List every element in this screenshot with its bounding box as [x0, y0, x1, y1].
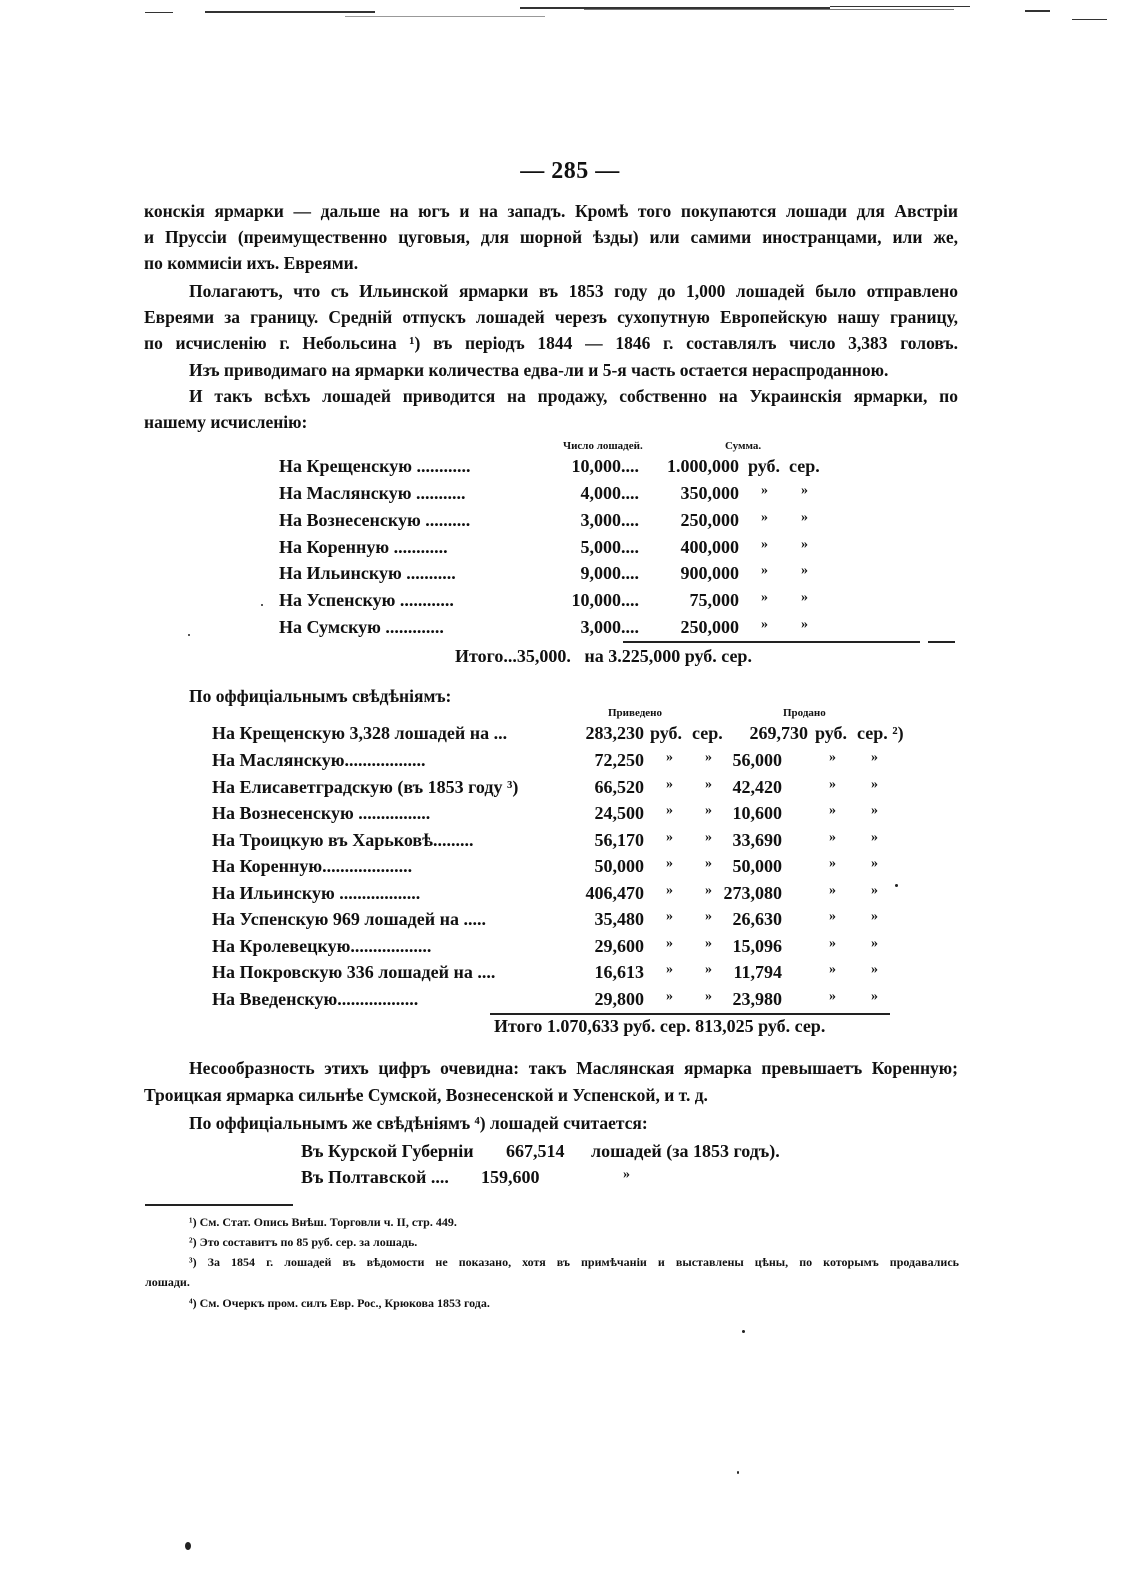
ditto-mark: »	[871, 750, 878, 765]
ditto-mark: »	[666, 803, 673, 818]
brought-value: 35,480	[594, 909, 644, 929]
fair-name: На Успенскую 969 лошадей на .....	[212, 909, 486, 929]
ditto-mark: »	[623, 1167, 630, 1182]
province-row	[301, 1167, 821, 1193]
brought-value: 72,250	[594, 750, 644, 770]
table2-total-rule	[490, 1013, 890, 1015]
unit-ser: сер.	[692, 723, 723, 743]
brought-value: 16,613	[594, 962, 644, 982]
ditto-mark: »	[705, 856, 712, 871]
scan-artifact-line	[830, 6, 970, 7]
brought-value: 50,000	[594, 856, 644, 876]
fair-name: На Крещенскую ............	[279, 456, 471, 476]
fair-name: На Введенскую..................	[212, 989, 419, 1009]
table1-row	[279, 537, 839, 563]
table2-row	[212, 962, 912, 988]
footnote-3: ³) За 1854 г. лошадей въ вѣдомости не показано, хотя въ примѣчаніи и выставлены цѣны, по которымъ продавались	[189, 1255, 959, 1269]
fair-name: На Елисаветградскую (въ 1853 году ³)	[212, 777, 519, 797]
table2-row	[212, 909, 912, 935]
unit-rub: руб.	[650, 723, 683, 743]
ditto-mark: »	[829, 856, 836, 871]
sold-value: 273,080	[723, 883, 782, 903]
ditto-mark: »	[705, 936, 712, 951]
unit-ser: сер.	[789, 456, 820, 476]
ditto-mark: »	[829, 883, 836, 898]
page-number: — 285 —	[520, 158, 620, 184]
ditto-mark: »	[829, 750, 836, 765]
ditto-mark: »	[801, 510, 808, 525]
table2-row	[212, 723, 912, 749]
table2-row	[212, 777, 912, 803]
scan-speck	[185, 1542, 191, 1550]
table1-row	[279, 456, 839, 482]
ditto-mark: »	[761, 483, 768, 498]
horse-count: 3,000....	[580, 617, 639, 637]
brought-value: 283,230	[585, 723, 644, 743]
table1-total: Итого...35,000. на 3.225,000 руб. сер.	[455, 646, 752, 666]
paragraph-line: и Пруссіи (преимущественно цуговыя, для шорной ѣзды) или самими иностранцами, или же,	[144, 227, 958, 247]
ditto-mark: »	[705, 750, 712, 765]
sum-value: 75,000	[689, 590, 739, 610]
table2-row	[212, 750, 912, 776]
ditto-mark: »	[666, 750, 673, 765]
sum-value: 250,000	[680, 617, 739, 637]
province-row	[301, 1141, 821, 1167]
brought-value: 406,470	[585, 883, 644, 903]
scan-artifact-line	[1025, 10, 1050, 12]
ditto-mark: »	[666, 856, 673, 871]
scan-artifact-line	[1072, 19, 1107, 20]
table2-row	[212, 989, 912, 1015]
footnote-3-continued: лошади.	[145, 1275, 190, 1289]
table2-row	[212, 830, 912, 856]
ditto-mark: »	[761, 617, 768, 632]
fair-name: На Ильинскую ...........	[279, 563, 456, 583]
ditto-mark: »	[801, 563, 808, 578]
brought-value: 24,500	[594, 803, 644, 823]
ditto-mark: »	[666, 883, 673, 898]
scan-speck	[261, 604, 263, 606]
province-name: Въ Курской Губерніи	[301, 1141, 474, 1161]
fair-name: На Кролевецкую..................	[212, 936, 432, 956]
paragraph-line: по исчисленію г. Небольсина ¹) въ періодъ 1844 — 1846 г. составлялъ число 3,383 головъ.	[144, 333, 958, 353]
paragraph-line: нашему исчисленію:	[144, 412, 308, 432]
ditto-mark: »	[666, 830, 673, 845]
paragraph-line: Полагаютъ, что съ Ильинской ярмарки въ 1853 году до 1,000 лошадей было отправлено	[189, 281, 958, 301]
ditto-mark: »	[829, 962, 836, 977]
ditto-mark: »	[761, 510, 768, 525]
ditto-mark: »	[705, 962, 712, 977]
sum-value: 900,000	[680, 563, 739, 583]
table2-row	[212, 856, 912, 882]
paragraph-line: И такъ всѣхъ лошадей приводится на продажу, собственно на Украинскія ярмарки, по	[189, 386, 958, 406]
ditto-mark: »	[801, 590, 808, 605]
footnote-separator	[145, 1204, 293, 1206]
unit-rub: руб.	[815, 723, 848, 743]
brought-value: 56,170	[594, 830, 644, 850]
fair-name: На Сумскую .............	[279, 617, 444, 637]
ditto-mark: »	[871, 803, 878, 818]
sold-value: 269,730	[749, 723, 808, 743]
sold-value: 15,096	[732, 936, 782, 956]
scan-speck	[895, 884, 898, 887]
sold-value: 33,690	[732, 830, 782, 850]
paragraph-line: по коммисіи ихъ. Евреями.	[144, 253, 359, 273]
brought-value: 29,800	[594, 989, 644, 1009]
sold-value: 50,000	[732, 856, 782, 876]
fair-name: На Покровскую 336 лошадей на ....	[212, 962, 496, 982]
scan-speck	[742, 1330, 745, 1333]
fair-name: На Маслянскую ...........	[279, 483, 466, 503]
sold-value: 23,980	[732, 989, 782, 1009]
paragraph-line: Изъ приводимаго на ярмарки количества едва-ли и 5-я часть остается нераспроданною.	[189, 360, 889, 380]
sold-value: 56,000	[732, 750, 782, 770]
ditto-mark: »	[871, 962, 878, 977]
sum-value: 350,000	[680, 483, 739, 503]
ditto-mark: »	[829, 989, 836, 1004]
ditto-mark: »	[829, 936, 836, 951]
sum-value: 250,000	[680, 510, 739, 530]
table1-header-sum: Сумма.	[725, 440, 762, 452]
ditto-mark: »	[705, 989, 712, 1004]
sum-value: 1.000,000	[667, 456, 739, 476]
scan-artifact-line	[345, 16, 545, 17]
paragraph-line: По оффиціальнымъ же свѣдѣніямъ ⁴) лошадей считается:	[189, 1113, 648, 1133]
fair-name: На Ильинскую ..................	[212, 883, 421, 903]
horse-count: 10,000....	[571, 456, 639, 476]
table1-total-rule-tail	[928, 641, 955, 643]
ditto-mark: »	[801, 483, 808, 498]
table1-header-horses: Число лошадей.	[563, 440, 643, 452]
ditto-mark: »	[871, 989, 878, 1004]
ditto-mark: »	[801, 537, 808, 552]
paragraph-line: конскія ярмарки — дальше на югъ и на западъ. Кромѣ того покупаются лошади для Австріи	[144, 201, 958, 221]
sold-value: 10,600	[732, 803, 782, 823]
table1-row	[279, 590, 839, 616]
ditto-mark: »	[705, 909, 712, 924]
unit-rub: руб.	[748, 456, 781, 476]
fair-name: На Троицкую въ Харьковѣ.........	[212, 830, 474, 850]
ditto-mark: »	[829, 777, 836, 792]
table2-header-sold: Продано	[783, 707, 826, 719]
ditto-mark: »	[666, 936, 673, 951]
ditto-mark: »	[871, 830, 878, 845]
table1-total-rule	[623, 641, 920, 643]
ditto-mark: »	[829, 803, 836, 818]
ditto-mark: »	[761, 590, 768, 605]
scan-artifact-line	[205, 11, 375, 13]
horse-count: 9,000....	[580, 563, 639, 583]
ditto-mark: »	[871, 936, 878, 951]
fair-name: На Успенскую ............	[279, 590, 454, 610]
paragraph-line: Троицкая ярмарка сильнѣе Сумской, Вознесенской и Успенской, и т. д.	[144, 1085, 708, 1105]
scan-artifact-line	[145, 12, 173, 13]
footnote-2: ²) Это составитъ по 85 руб. сер. за лошадь.	[189, 1235, 418, 1249]
ditto-mark: »	[761, 537, 768, 552]
table2-header-brought: Приведено	[608, 707, 662, 719]
table2-row	[212, 883, 912, 909]
sum-value: 400,000	[680, 537, 739, 557]
footnote-1: ¹) См. Стат. Опись Внѣш. Торговли ч. II, стр. 449.	[189, 1215, 457, 1229]
ditto-mark: »	[666, 909, 673, 924]
fair-name: На Вознесенскую ................	[212, 803, 431, 823]
province-note: лошадей (за 1853 годъ).	[591, 1141, 780, 1161]
ditto-mark: »	[666, 777, 673, 792]
ditto-mark: »	[666, 962, 673, 977]
ditto-mark: »	[829, 830, 836, 845]
fair-name: На Коренную ............	[279, 537, 448, 557]
sold-value: 42,420	[732, 777, 782, 797]
ditto-mark: »	[666, 989, 673, 1004]
ditto-mark: »	[801, 617, 808, 632]
ditto-mark: »	[871, 856, 878, 871]
ditto-mark: »	[871, 777, 878, 792]
horse-count: 4,000....	[580, 483, 639, 503]
ditto-mark: »	[829, 909, 836, 924]
horse-count: 5,000....	[580, 537, 639, 557]
table2-row	[212, 936, 912, 962]
footnote-4: ⁴) См. Очеркъ пром. силъ Евр. Рос., Крюкова 1853 года.	[189, 1296, 490, 1310]
sold-value: 11,794	[733, 962, 782, 982]
paragraph-line: Евреями за границу. Средній отпускъ лошадей черезъ сухопутную Европейскую нашу границу,	[144, 307, 958, 327]
fair-name: На Крещенскую 3,328 лошадей на ...	[212, 723, 508, 743]
brought-value: 29,600	[594, 936, 644, 956]
horse-count: 3,000....	[580, 510, 639, 530]
fair-name: На Маслянскую..................	[212, 750, 426, 770]
ditto-mark: »	[705, 883, 712, 898]
unit-ser: сер. ²)	[857, 723, 904, 743]
province-value: 667,514	[506, 1141, 565, 1161]
ditto-mark: »	[705, 777, 712, 792]
table1-row	[279, 617, 839, 643]
scan-speck	[188, 634, 190, 636]
province-value: 159,600	[481, 1167, 540, 1187]
table1-row	[279, 483, 839, 509]
scan-speck	[737, 1471, 739, 1474]
sold-value: 26,630	[732, 909, 782, 929]
paragraph-line: Несообразность этихъ цифръ очевидна: такъ Маслянская ярмарка превышаетъ Коренную;	[189, 1058, 958, 1078]
fair-name: На Коренную....................	[212, 856, 413, 876]
official-heading: По оффиціальнымъ свѣдѣніямъ:	[189, 686, 452, 706]
table1-row	[279, 563, 839, 589]
ditto-mark: »	[705, 803, 712, 818]
ditto-mark: »	[871, 883, 878, 898]
ditto-mark: »	[761, 563, 768, 578]
ditto-mark: »	[705, 830, 712, 845]
ditto-mark: »	[871, 909, 878, 924]
scan-artifact-line	[584, 9, 954, 10]
table1-row	[279, 510, 839, 536]
fair-name: На Вознесенскую ..........	[279, 510, 471, 530]
brought-value: 66,520	[594, 777, 644, 797]
table2-total: Итого 1.070,633 руб. сер. 813,025 руб. сер.	[494, 1016, 826, 1036]
province-name: Въ Полтавской ....	[301, 1167, 449, 1187]
table2-row	[212, 803, 912, 829]
horse-count: 10,000....	[571, 590, 639, 610]
